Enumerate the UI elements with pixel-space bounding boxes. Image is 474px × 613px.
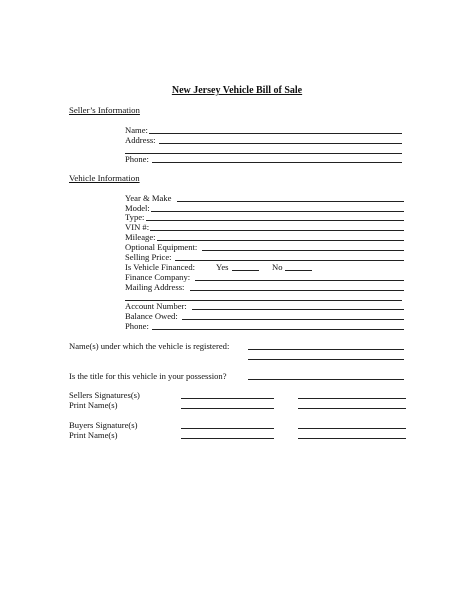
account-number-field[interactable] [192, 309, 404, 310]
balance-owed-label: Balance Owed: [125, 311, 178, 321]
model-label: Model: [125, 203, 150, 213]
seller-address-field[interactable] [159, 143, 402, 144]
year-make-label: Year & Make [125, 193, 172, 203]
sellers-signatures-label: Sellers Signatures(s) [69, 390, 140, 400]
seller-phone-field[interactable] [152, 162, 402, 163]
buyer-signature-field-1[interactable] [181, 428, 274, 429]
year-make-field[interactable] [177, 201, 404, 202]
registered-names-question: Name(s) under which the vehicle is registered: [69, 341, 230, 351]
mileage-field[interactable] [157, 240, 404, 241]
vehicle-phone-field[interactable] [152, 329, 404, 330]
optional-equipment-field[interactable] [202, 250, 404, 251]
buyer-signature-field-2[interactable] [298, 428, 406, 429]
selling-price-label: Selling Price: [125, 252, 172, 262]
registered-names-field-line-2[interactable] [248, 359, 404, 360]
seller-name-label: Name: [125, 125, 148, 135]
vin-field[interactable] [150, 230, 404, 231]
vehicle-section-heading: Vehicle Information [69, 173, 140, 183]
financed-yes-field[interactable] [232, 270, 259, 271]
model-field[interactable] [151, 211, 404, 212]
sellers-print-label: Print Name(s) [69, 400, 118, 410]
type-label: Type: [125, 212, 145, 222]
mailing-address-field[interactable] [190, 290, 404, 291]
title-possession-question: Is the title for this vehicle in your possession? [69, 371, 227, 381]
buyers-print-label: Print Name(s) [69, 430, 118, 440]
financed-no-field[interactable] [285, 270, 312, 271]
vin-label: VIN #: [125, 222, 150, 232]
buyers-signatures-label: Buyers Signature(s) [69, 420, 138, 430]
type-field[interactable] [146, 220, 404, 221]
seller-signature-field-2[interactable] [298, 398, 406, 399]
seller-name-field[interactable] [149, 133, 402, 134]
account-number-label: Account Number: [125, 301, 187, 311]
financed-no-label: No [272, 262, 283, 272]
optional-equipment-label: Optional Equipment: [125, 242, 198, 252]
mileage-label: Mileage: [125, 232, 156, 242]
financed-yes-label: Yes [216, 262, 229, 272]
buyer-print-field-2[interactable] [298, 438, 406, 439]
seller-phone-label: Phone: [125, 154, 149, 164]
financed-label: Is Vehicle Financed: [125, 262, 196, 272]
balance-owed-field[interactable] [182, 319, 404, 320]
seller-address-label: Address: [125, 135, 156, 145]
selling-price-field[interactable] [175, 260, 404, 261]
seller-address-field-line-2[interactable] [125, 153, 402, 154]
seller-print-field-2[interactable] [298, 408, 406, 409]
buyer-print-field-1[interactable] [181, 438, 274, 439]
title-possession-field[interactable] [248, 379, 404, 380]
seller-signature-field-1[interactable] [181, 398, 274, 399]
finance-company-field[interactable] [195, 280, 404, 281]
vehicle-phone-label: Phone: [125, 321, 149, 331]
registered-names-field[interactable] [248, 349, 404, 350]
finance-company-label: Finance Company: [125, 272, 191, 282]
page-title: New Jersey Vehicle Bill of Sale [171, 85, 303, 96]
seller-print-field-1[interactable] [181, 408, 274, 409]
mailing-address-label: Mailing Address: [125, 282, 185, 292]
seller-section-heading: Seller’s Information [69, 105, 140, 115]
